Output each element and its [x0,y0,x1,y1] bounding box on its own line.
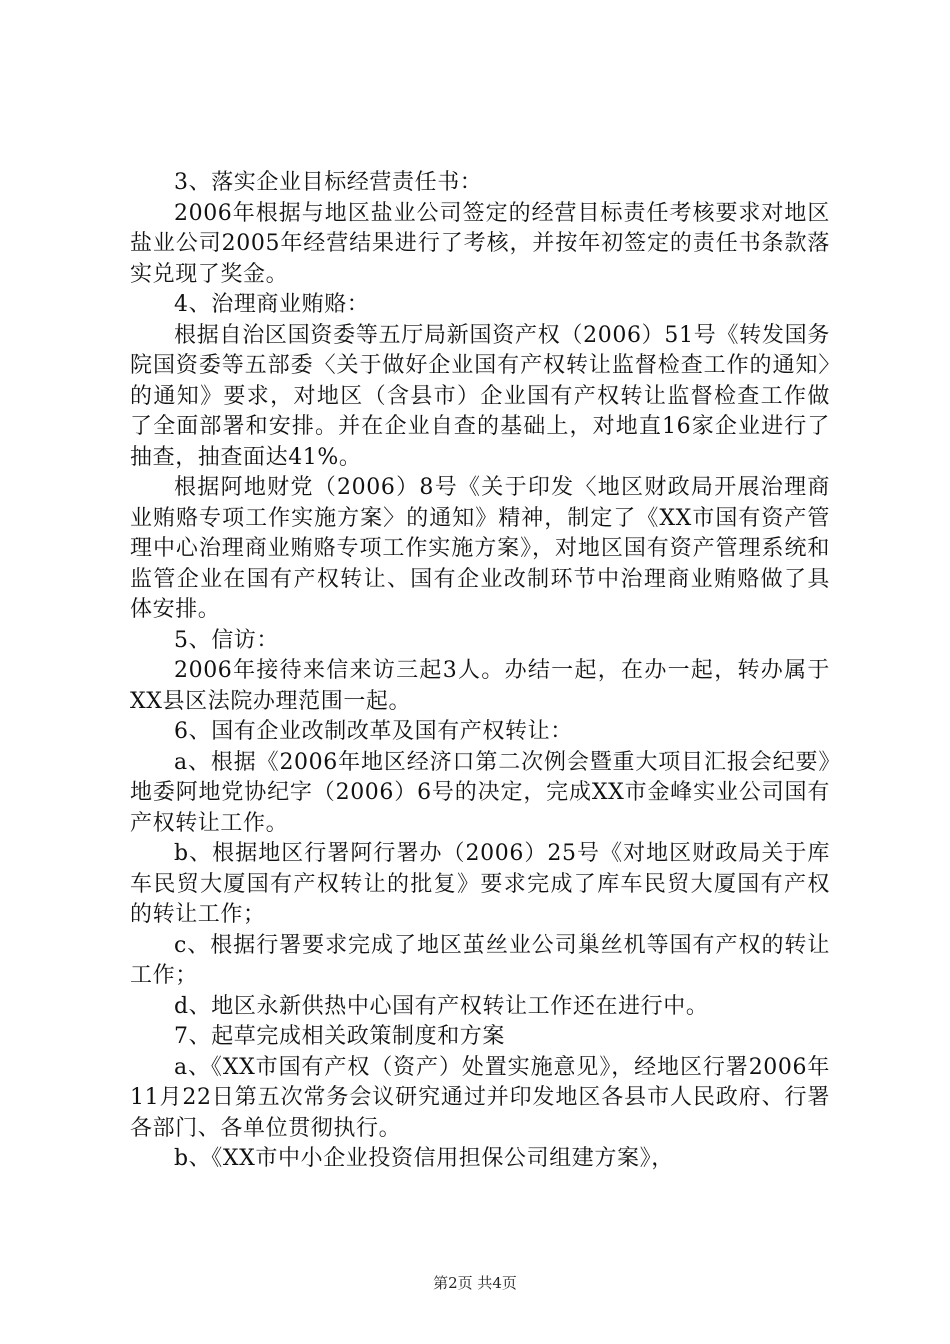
paragraph: 5、信访： [174,627,279,653]
paragraph: b、《XX市中小企业投资信用担保公司组建方案》， [174,1146,674,1171]
paragraph: a、根据《2006年地区经济口第二次例会暨重大项目汇报会纪要》地委阿地党协纪字（2006）6号的决定，完成XX市金峰实业公司国有产权转让工作。 [130,749,830,836]
paragraph: d、地区永新供热中心国有产权转让工作还在进行中。 [174,993,709,1019]
body-text [130,168,830,1175]
paragraph: 根据自治区国资委等五厅局新国资产权（2006）51号《转发国务院国资委等五部委〈关于做好企业国有产权转让监督检查工作的通知〉的通知》要求，对地区（含县市）企业国有产权转让监督检查工作做了全面部署和安排。并在企业自查的基础上，对地直16家企业进行了抽查，抽查面达41%。 [130,322,830,470]
paragraph: 4、治理商业贿赂： [174,292,370,317]
paragraph: 2006年接待来信来访三起3人。办结一起，在办一起，转办属于XX县区法院办理范围一起。 [130,658,830,714]
paragraph: a、《XX市国有产权（资产）处置实施意见》，经地区行署2006年11月22日第五次常务会议研究通过并印发地区各县市人民政府、行署各部门、各单位贯彻执行。 [130,1054,830,1141]
paragraph: 7、起草完成相关政策制度和方案 [174,1024,505,1049]
paragraph: 2006年根据与地区盐业公司签定的经营目标责任考核要求对地区盐业公司2005年经营结果进行了考核，并按年初签定的责任书条款落实兑现了奖金。 [130,200,830,287]
paragraph: c、根据行署要求完成了地区茧丝业公司巢丝机等国有产权的转让工作； [130,932,830,988]
page-number-footer: 第2页 共4页 [433,1274,517,1292]
paragraph: 3、落实企业目标经营责任书： [174,170,483,195]
paragraph: 6、国有企业改制改革及国有产权转让： [174,719,573,744]
paragraph: 根据阿地财党（2006）8号《关于印发〈地区财政局开展治理商业贿赂专项工作实施方案〉的通知》精神，制定了《XX市国有资产管理中心治理商业贿赂专项工作实施方案》，对地区国有资产管理系统和监管企业在国有产权转让、国有企业改制环节中治理商业贿赂做了具体安排。 [130,475,830,622]
paragraph: b、根据地区行署阿行署办（2006）25号《对地区财政局关于库车民贸大厦国有产权转让的批复》要求完成了库车民贸大厦国有产权的转让工作； [130,841,830,927]
